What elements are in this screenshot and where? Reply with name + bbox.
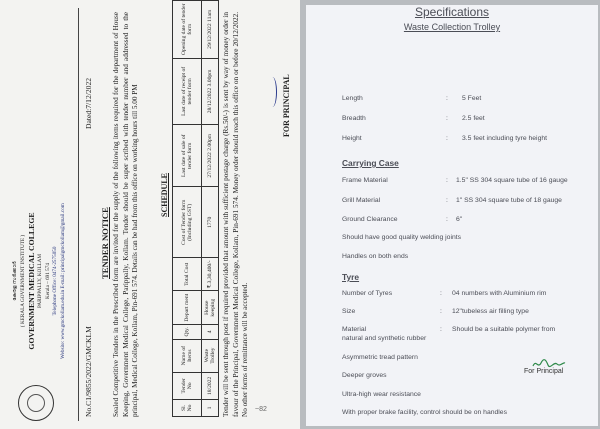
case-note: Handles on both ends — [342, 253, 409, 260]
letterhead-line: Website: www.gmckollam.edu.in E-mail: principalgmckollam@gmail.com — [59, 203, 66, 359]
spec-label: Frame Material — [342, 177, 388, 184]
notice-body: Sealed Competitive Tenders in the Prescribed form are invited for the supply of the following items required for the department of House Keeping, Government Medical College, Parippally, Kollam. Tender should be super scribed with tender number and addressed to the principal, Medical College, Kollam, Pin-691 574. Details can be had from this office on working hours till 5.00 PM — [112, 12, 140, 417]
column-header: Opening date of tender form — [173, 1, 202, 59]
table-cell: 4 — [202, 325, 219, 339]
spec-label: Length — [342, 95, 363, 102]
table-header-row — [173, 1, 202, 417]
table-row — [202, 1, 219, 417]
separator: : — [440, 290, 442, 297]
spec-value: 3.5 feet including tyre height — [462, 135, 548, 142]
spec-label: Height — [342, 135, 362, 142]
page-mark: ~82 — [255, 406, 267, 413]
column-header: Depart ment — [173, 291, 202, 325]
column-header: Last date of sale of tender form — [173, 125, 202, 187]
column-header: Cost of Tender form (Including GST) — [173, 187, 202, 258]
table-cell: Waste Trolley — [202, 339, 219, 372]
table-cell: 28/12/2022 3.00pm — [202, 58, 219, 125]
table-cell: 29/12/2022 11am — [202, 1, 219, 59]
spec-value: 5 Feet — [462, 95, 482, 102]
table-cell: House keeping — [202, 291, 219, 325]
tyre-heading: Tyre — [342, 272, 360, 282]
header-divider — [78, 8, 79, 421]
tyre-note: Deeper groves — [342, 372, 387, 379]
file-number: No.C1/9855/2022/GMCKLM — [84, 326, 93, 417]
tyre-note: With proper brake facility, control should be on handles — [342, 409, 507, 416]
spec-label: Ground Clearance — [342, 216, 398, 223]
spec-label: Size — [342, 308, 356, 315]
college-name: GOVERNMENT MEDICAL COLLEGE — [27, 212, 37, 350]
column-header: Name of Items — [173, 339, 202, 372]
spec-title: Specifications — [414, 5, 490, 19]
spec-value: 2.5 feet — [462, 115, 485, 122]
notice-title: TENDER NOTICE — [100, 207, 110, 279]
carrying-case-heading: Carrying Case — [342, 158, 399, 168]
spec-label: Breadth — [342, 115, 366, 122]
table-cell: 18/2022 — [202, 372, 219, 399]
separator: : — [440, 308, 442, 315]
separator: : — [446, 135, 448, 142]
for-principal-label: FOR PRINCIPAL — [282, 74, 291, 137]
separator: : — [446, 197, 448, 204]
column-header: Total Cost — [173, 258, 202, 291]
letterhead-line: Telephone Office: 0474-2575050 — [52, 246, 59, 316]
column-header: Sl. No — [173, 399, 202, 416]
schedule-heading: SCHEDULE — [160, 172, 169, 217]
separator: : — [446, 216, 448, 223]
separator: : — [440, 326, 442, 333]
specifications-page — [306, 5, 598, 426]
signature-mark — [268, 77, 277, 107]
letterhead-line: Kerala – 691 574 — [44, 263, 51, 299]
spec-value: Should be a suitable polymer from — [452, 326, 556, 333]
for-principal-label: For Principal — [524, 368, 564, 375]
spec-value: 04 numbers with Aluminium rim — [452, 290, 547, 297]
table-cell: 1770 — [202, 187, 219, 258]
date: Dated:7/12/2022 — [84, 77, 93, 129]
table-cell: 27/12/2022 2.00pm — [202, 125, 219, 187]
separator: : — [446, 95, 448, 102]
letterhead — [12, 151, 68, 411]
column-header: Last date of receipt of tender form — [173, 58, 202, 125]
spec-label: Number of Tyres — [342, 290, 393, 297]
letterhead-line: PARIPPALLY, KOLLAM — [37, 253, 44, 309]
letterhead-line: ( KERALA GOVERNMENT INSTITUTE ) — [19, 234, 26, 328]
spec-value: 1" SS 304 square tube of 18 gauge — [456, 197, 562, 204]
spec-value: 12"tubeless air filling type — [452, 308, 529, 315]
column-header: Qty. — [173, 325, 202, 339]
separator: : — [446, 115, 448, 122]
table-cell: 1 — [202, 399, 219, 416]
spec-value: 6" — [456, 216, 463, 223]
separator: : — [446, 177, 448, 184]
case-note: Should have good quality welding joints — [342, 234, 462, 241]
spec-subtitle: Waste Collection Trolley — [403, 22, 501, 32]
letterhead-line: കേരള സർക്കാർ — [12, 261, 18, 301]
signature-mark — [532, 357, 562, 367]
table-cell: ₹.3,30,400/- — [202, 258, 219, 291]
tyre-note: Ultra-high wear resistance — [342, 391, 421, 398]
schedule-table — [172, 0, 219, 417]
spec-value: 1.5" SS 304 square tube of 16 gauge — [456, 177, 568, 184]
material-continuation: natural and synthetic rubber — [342, 335, 427, 342]
tyre-note: Asymmetric tread pattern — [342, 354, 418, 361]
column-header: Tender No — [173, 372, 202, 399]
notice-footer: Tender will be sent through post if required provided that amount with sufficient postage charge (Rs.50/-) is sent by way of money order in favour of the Principal, Government Medical College, Kollam, Pin-691 574. Money order should reach this office on or before 20/12/2022. No other forms of remittance will be accepted. — [222, 12, 250, 417]
spec-label: Material — [342, 326, 367, 333]
spec-label: Grill Material — [342, 197, 381, 204]
